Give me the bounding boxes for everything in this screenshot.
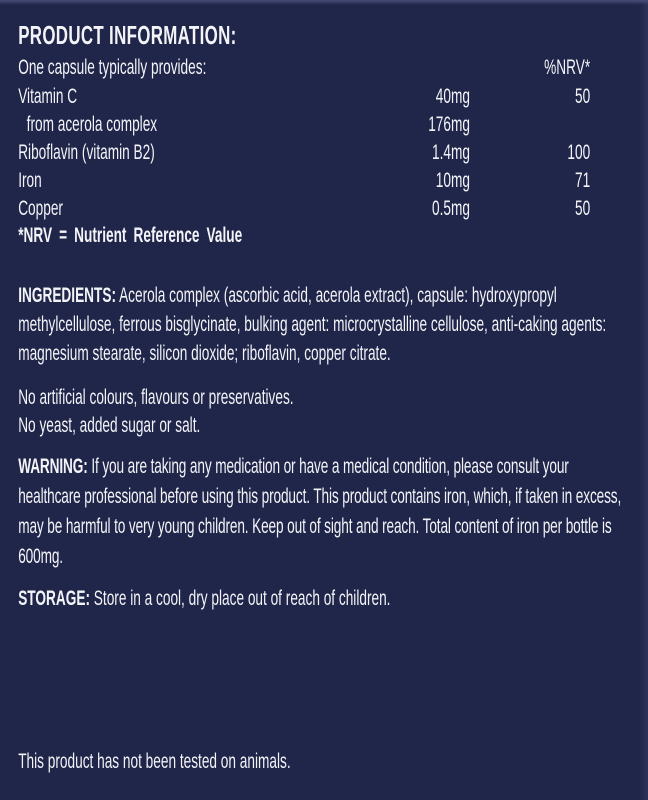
nutrient-name: Iron (18, 169, 42, 192)
serving-intro: One capsule typically provides: (18, 56, 207, 79)
storage-label: STORAGE: (18, 587, 91, 610)
table-row (18, 83, 590, 111)
warning-text: If you are taking any medication or have a medical condition, please consult your healthcare professional before using this product. This product contains iron, which, if taken in excess, may be harmful to very young children. Keep out of sight and reach. Total content of iron per bottle is 600mg. (18, 455, 622, 568)
claims-block (18, 384, 613, 440)
nutrient-nrv: 50 (575, 197, 591, 220)
warning-label: WARNING: (18, 455, 88, 478)
nrv-footnote: *NRV = Nutrient Reference Value (18, 224, 243, 247)
nutrient-amount: 176mg (428, 113, 470, 136)
label-top-edge (0, 0, 648, 5)
nutrient-amount: 40mg (435, 85, 470, 108)
table-row (18, 195, 590, 223)
table-row (18, 167, 590, 195)
table-row (18, 139, 590, 167)
label-right-edge (639, 0, 648, 800)
ingredients-paragraph (18, 281, 613, 368)
storage-text: Store in a cool, dry place out of reach of children. (93, 587, 391, 610)
serving-header-row (18, 54, 590, 82)
nutrient-nrv: 100 (567, 141, 591, 164)
nutrient-amount: 10mg (435, 169, 470, 192)
claim-line: No artificial colours, flavours or preservatives. (18, 386, 294, 409)
nutrient-name: from acerola complex (26, 113, 158, 136)
nutrient-name: Copper (18, 197, 63, 220)
ingredients-text: Acerola complex (ascorbic acid, acerola extract), capsule: hydroxypropyl methylcellulose, ferrous bisglycinate, bulking agent: microcrystalline cellulose, anti-caking agents: magnesium stearate, silicon dioxide; riboflavin, copper citrate. (18, 284, 607, 365)
nutrient-name: Riboflavin (vitamin B2) (18, 141, 155, 164)
nutrient-name: Vitamin C (18, 85, 78, 108)
storage-paragraph (18, 584, 613, 614)
nrv-column-header: %NRV* (544, 56, 591, 79)
claim-line: No yeast, added sugar or salt. (18, 414, 201, 437)
nutrient-nrv: 71 (575, 169, 591, 192)
warning-paragraph (18, 452, 622, 572)
page-title: PRODUCT INFORMATION: (18, 20, 237, 50)
nutrition-table (18, 83, 590, 223)
animal-testing-note: This product has not been tested on animals. (18, 750, 291, 773)
table-row (18, 111, 590, 139)
ingredients-label: INGREDIENTS: (18, 284, 117, 307)
nutrient-nrv: 50 (575, 85, 591, 108)
nutrient-amount: 1.4mg (432, 141, 470, 164)
nutrient-amount: 0.5mg (432, 197, 470, 220)
